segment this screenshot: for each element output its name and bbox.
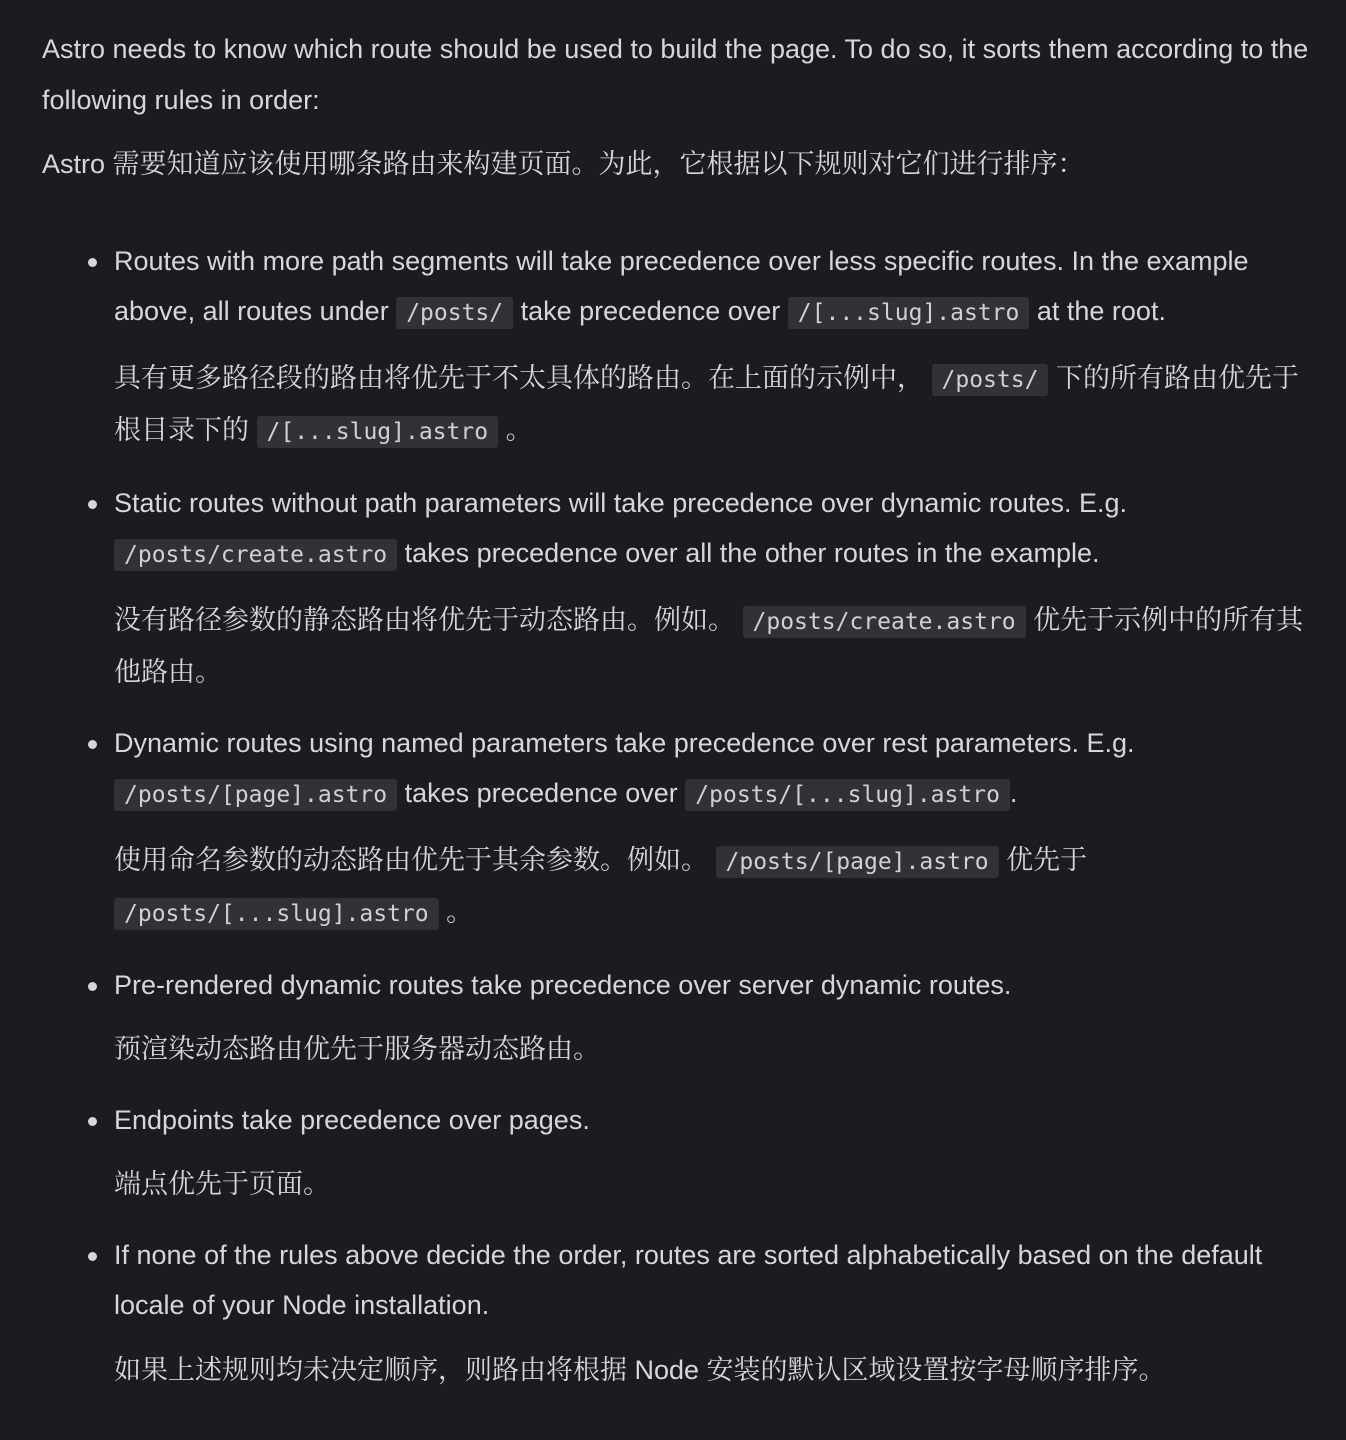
text-run: 。 [438,897,474,927]
rule-text-zh [114,595,1316,698]
text-run: takes precedence over [397,778,686,808]
intro-paragraph-en: Astro needs to know which route should be used to build the page. To do so, it sorts them according to the following rules in order: [42,34,1309,115]
rule-text-en [114,478,1316,581]
text-run: take precedence over [513,296,788,326]
rule-text-en: If none of the rules above decide the order, routes are sorted alphabetically based on the default locale of your Node installation. [114,1239,1263,1320]
rule-text-en [114,236,1316,339]
rule-item-endpoints [114,1095,1316,1210]
inline-code: /posts/create.astro [743,606,1026,638]
inline-code: /posts/[page].astro [716,846,999,878]
text-run: 优先于示例中的所有其他路由。 [114,604,1304,687]
inline-code: /[...slug].astro [788,297,1030,329]
text-run: 具有更多路径段的路由将优先于不太具体的路由。在上面的示例中， [114,362,932,393]
rule-text-zh: 端点优先于页面。 [114,1169,330,1199]
rule-text-zh: 如果上述规则均未决定顺序，则路由将根据 Node 安装的默认区域设置按字母顺序排序。 [114,1354,1166,1385]
rule-item-named-parameters [114,718,1316,940]
rule-item-static-routes [114,478,1316,698]
rule-text-zh [114,353,1316,458]
rule-text-en [114,718,1316,821]
text-run: Static routes without path parameters will take precedence over dynamic routes. E.g. [114,487,1128,518]
text-run: 优先于 [998,844,1088,875]
text-run: 没有路径参数的静态路由将优先于动态路由。例如。 [114,604,743,635]
text-run: takes precedence over all the other routes in the example. [397,538,1100,568]
text-run: 。 [498,415,533,445]
inline-code: /posts/create.astro [114,539,397,571]
rule-item-prerendered [114,960,1316,1075]
intro-paragraph-zh: Astro 需要知道应该使用哪条路由来构建页面。为此，它根据以下规则对它们进行排序： [42,149,1085,179]
text-run: . [1009,778,1018,808]
text-run: Routes with more path segments will take precedence over less specific routes. In the example above, all routes under [114,245,1249,326]
inline-code: /posts/ [932,364,1049,396]
rule-item-path-segments [114,236,1316,458]
text-run: Dynamic routes using named parameters take precedence over rest parameters. E.g. [114,727,1135,758]
routing-rules-list [42,236,1316,1396]
rule-text-zh: 预渲染动态路由优先于服务器动态路由。 [114,1034,600,1064]
inline-code: /posts/[...slug].astro [114,898,439,930]
text-run: 下的所有路由优先于根目录下的 [114,362,1299,445]
inline-code: /posts/[page].astro [114,779,397,811]
rule-text-en: Pre-rendered dynamic routes take precedence over server dynamic routes. [114,969,1012,1000]
rule-text-en: Endpoints take precedence over pages. [114,1104,590,1135]
rule-text-zh [114,835,1316,940]
rule-item-alphabetical [114,1230,1316,1396]
inline-code: /posts/ [396,297,513,329]
text-run: 使用命名参数的动态路由优先于其余参数。例如。 [114,844,716,875]
inline-code: /posts/[...slug].astro [685,779,1010,811]
text-run: at the root. [1029,296,1166,326]
inline-code: /[...slug].astro [257,416,499,448]
